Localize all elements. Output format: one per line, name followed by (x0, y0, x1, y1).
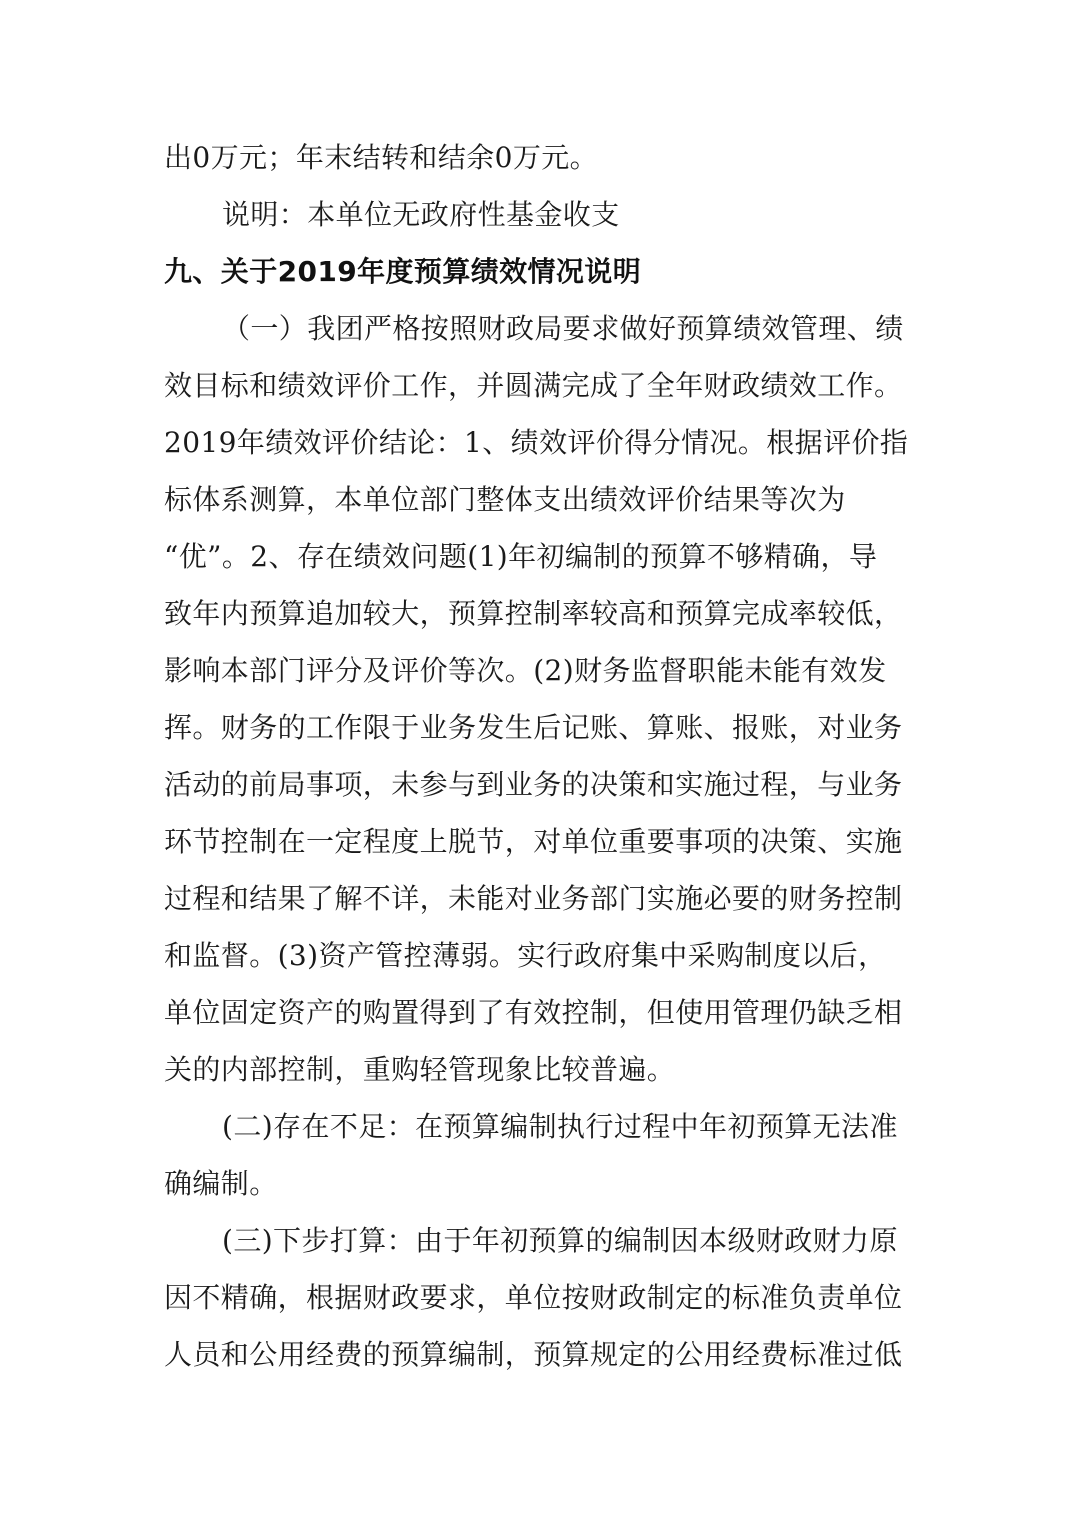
text-line: 标体系测算，本单位部门整体支出绩效评价结果等次为 (164, 483, 846, 516)
text-line: 活动的前局事项，未参与到业务的决策和实施过程，与业务 (164, 768, 903, 801)
text-line: 挥。财务的工作限于业务发生后记账、算账、报账，对业务 (164, 711, 903, 744)
text-line: 确编制。 (164, 1167, 278, 1200)
text-line: （一）我团严格按照财政局要求做好预算绩效管理、绩 (222, 312, 904, 345)
text-line: 致年内预算追加较大，预算控制率较高和预算完成率较低， (164, 597, 903, 630)
text-line: 出0万元；年末结转和结余0万元。 (164, 141, 599, 174)
text-line: 2019年绩效评价结论：1、绩效评价得分情况。根据评价指 (164, 426, 909, 459)
note-line: 说明：本单位无政府性基金收支 (222, 198, 620, 231)
text-line: 因不精确，根据财政要求，单位按财政制定的标准负责单位 (164, 1281, 903, 1314)
text-line: 影响本部门评分及评价等次。(2)财务监督职能未能有效发 (164, 654, 887, 687)
text-line: 单位固定资产的购置得到了有效控制，但使用管理仍缺乏相 (164, 996, 903, 1029)
text-line: “优”。2、存在绩效问题(1)年初编制的预算不够精确，导 (164, 540, 878, 573)
text-line: 效目标和绩效评价工作，并圆满完成了全年财政绩效工作。 (164, 369, 903, 402)
text-line: 人员和公用经费的预算编制，预算规定的公用经费标准过低 (164, 1338, 903, 1371)
text-line: 和监督。(3)资产管控薄弱。实行政府集中采购制度以后， (164, 939, 887, 972)
text-line: (三)下步打算：由于年初预算的编制因本级财政财力原 (222, 1224, 898, 1257)
text-line: 关的内部控制，重购轻管现象比较普遍。 (164, 1053, 676, 1086)
section-heading: 九、关于2019年度预算绩效情况说明 (164, 255, 642, 288)
text-line: (二)存在不足：在预算编制执行过程中年初预算无法准 (222, 1110, 898, 1143)
text-line: 过程和结果了解不详，未能对业务部门实施必要的财务控制 (164, 882, 903, 915)
text-line: 环节控制在一定程度上脱节，对单位重要事项的决策、实施 (164, 825, 903, 858)
